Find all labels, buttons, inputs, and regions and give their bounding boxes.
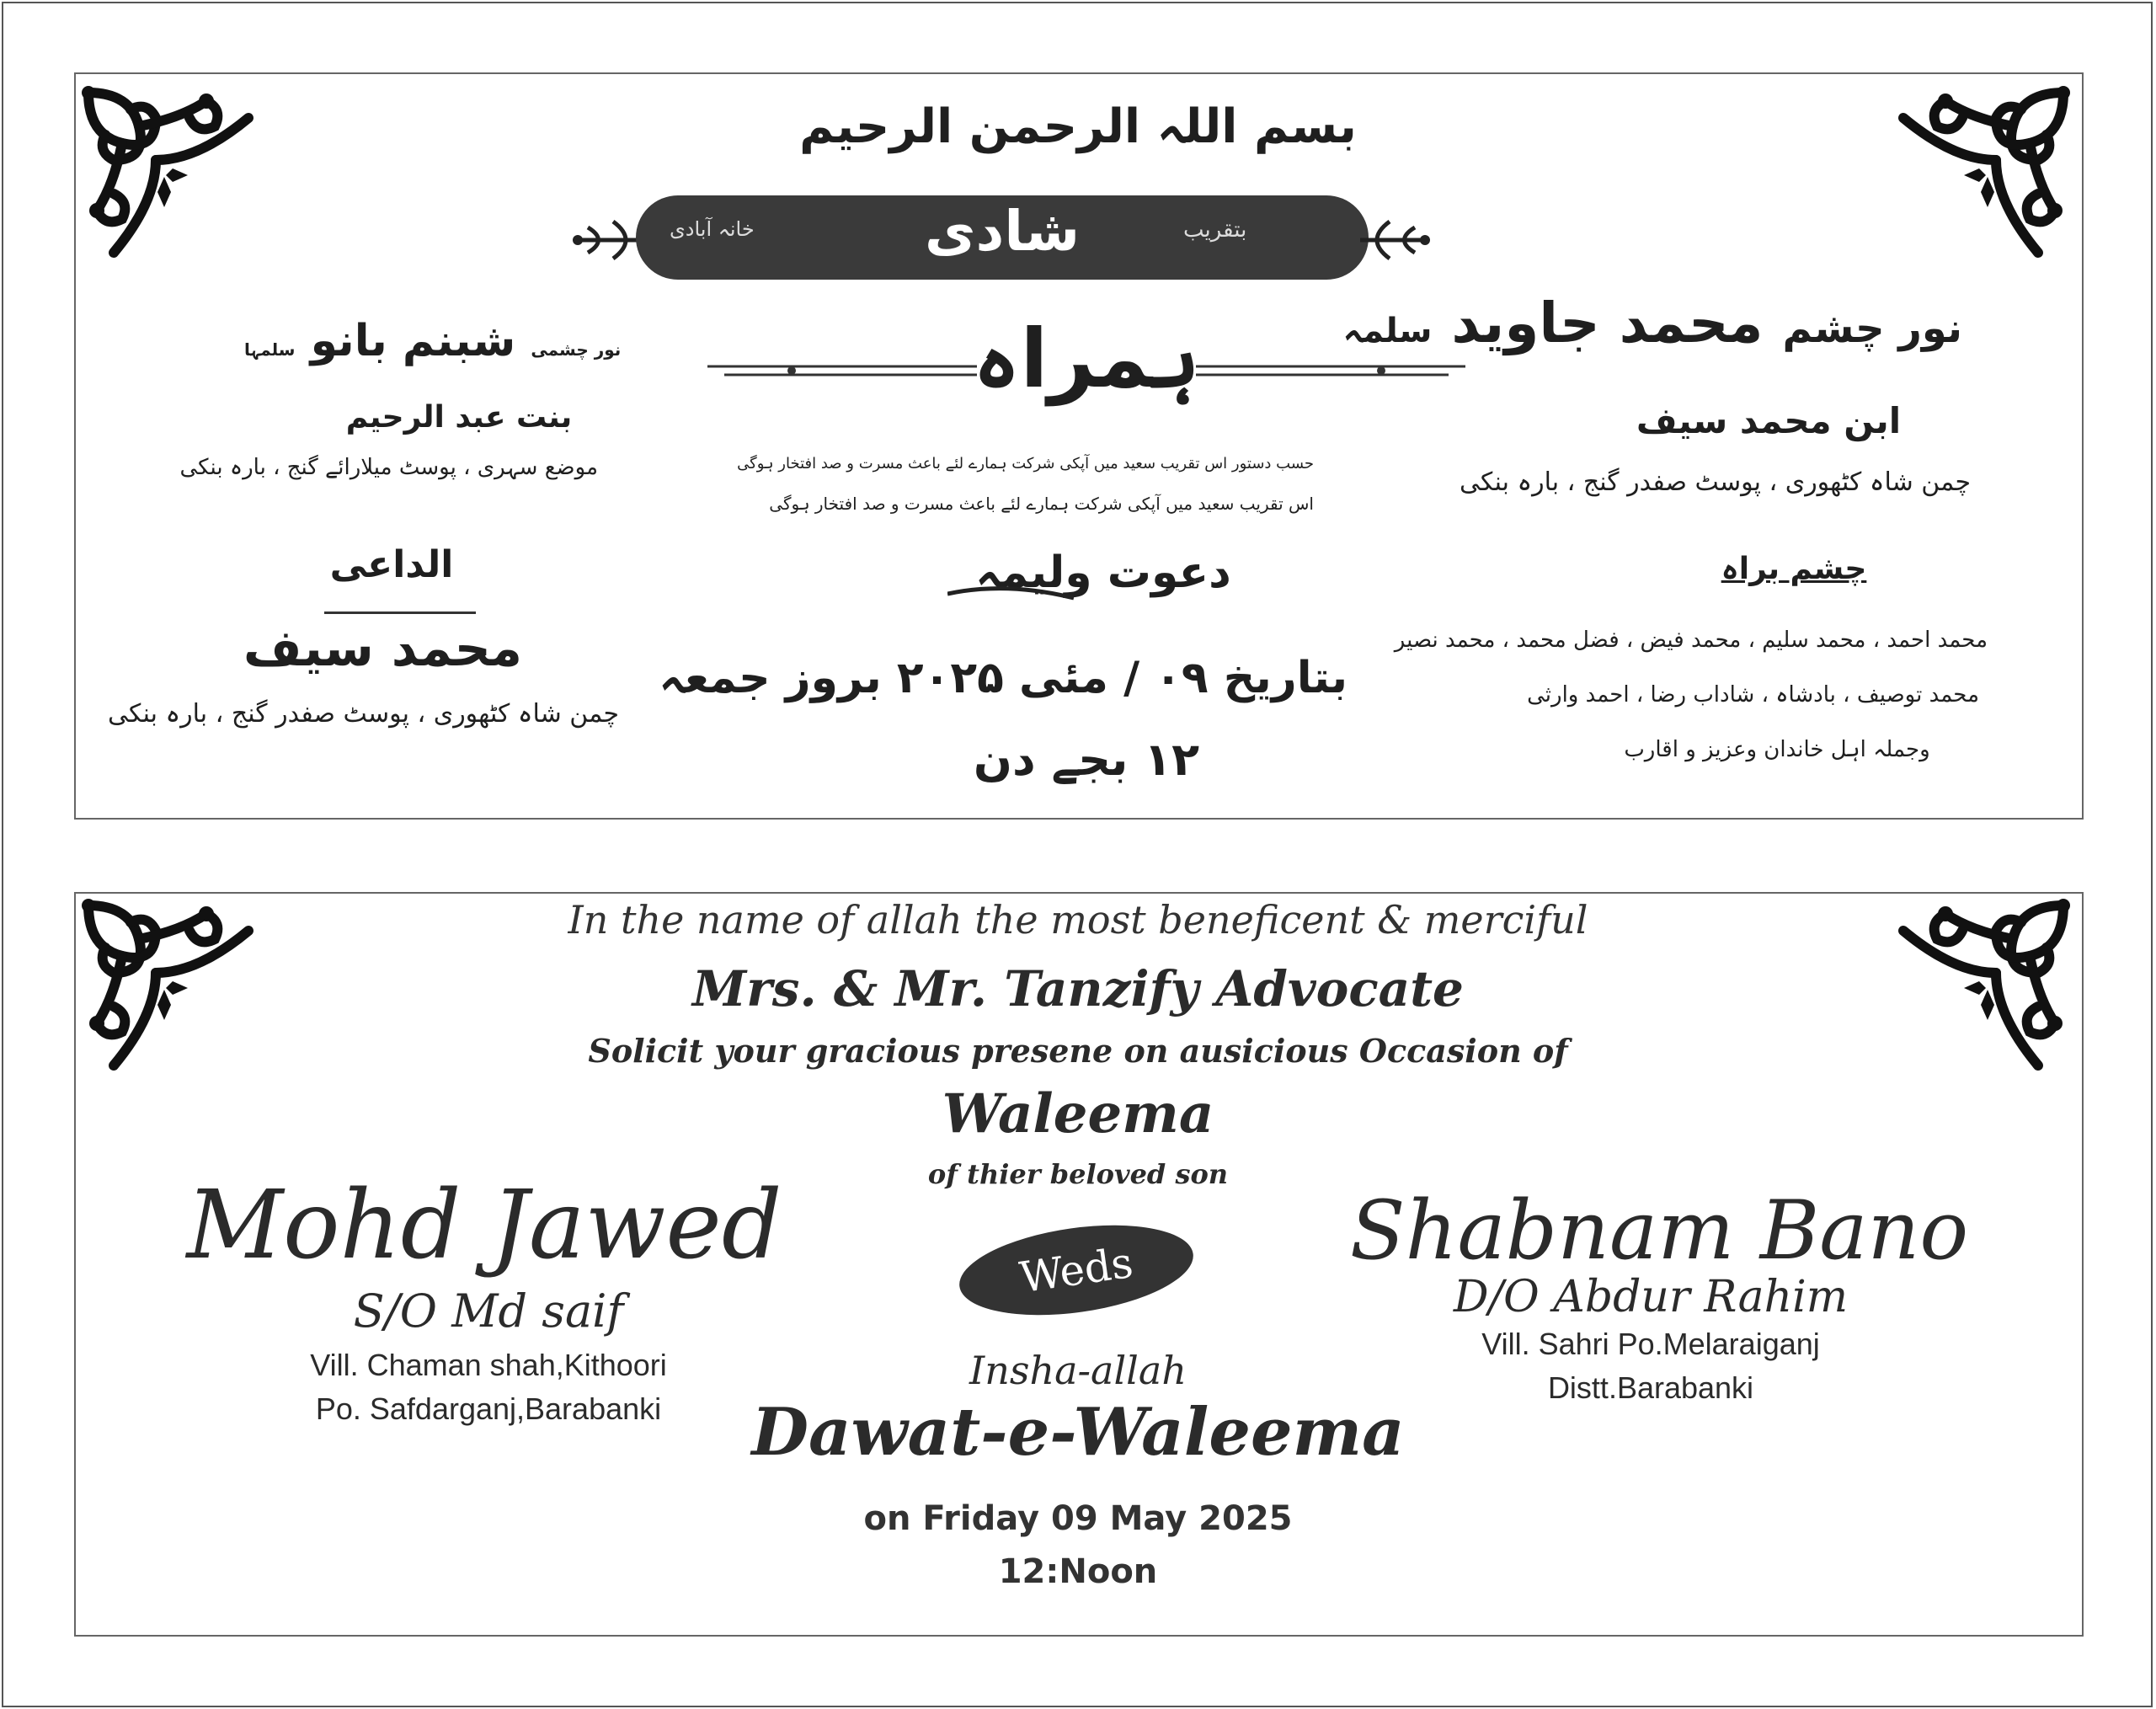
english-occasion: Waleema [942,1082,1214,1146]
host-urdu-address: چمن شاہ کٹھوری ، پوسٹ صفدر گنج ، بارہ بنکی [108,699,619,729]
awaiting-line-1: محمد احمد ، محمد سلیم ، محمد فیض ، فضل محمد ، محمد نصیر [1394,628,1988,653]
walima-swash-icon [947,581,1074,606]
weds-label: Weds [1017,1237,1136,1303]
english-date: on Friday 09 May 2025 [863,1499,1293,1538]
urdu-date-line: بتاریخ ۰۹ / مئی ۲۰۲۵ بروز جمعہ [659,653,1348,703]
groom-english-address-2: Po. Safdarganj,Barabanki [315,1391,662,1426]
english-time: 12:Noon [998,1552,1158,1591]
groom-urdu-suffix: سلمہ [1342,312,1433,350]
host-urdu-title: الداعی [329,543,454,586]
bride-english-address-1: Vill. Sahri Po.Melaraiganj [1481,1327,1820,1361]
invite-line-2: اس تقریب سعید میں آپکی شرکت ہمارے لئے باعث مسرت و صد افتخار ہوگی [769,494,1314,514]
banner-prefix: بتقریب [1183,217,1247,243]
bride-urdu-name-line [244,316,621,366]
banner-title: شادی [924,199,1081,264]
english-of-son: of thier beloved son [927,1158,1229,1190]
groom-english-name: Mohd Jawed [186,1171,782,1280]
english-bismillah: In the name of allah the most beneficent & merciful [568,897,1588,943]
corner-ornament-top-left-icon [80,84,274,278]
host-urdu-name: محمد سیف [243,619,522,678]
corner-ornament-top-right-icon [1878,84,2072,278]
english-hosts: Mrs. & Mr. Tanzify Advocate [692,960,1464,1017]
groom-english-address-1: Vill. Chaman shah,Kithoori [310,1348,667,1382]
banner-ornament-right-icon [1356,206,1432,274]
english-dawat: Dawat-e-Waleema [751,1394,1405,1471]
bride-english-name: Shabnam Bano [1349,1183,1969,1278]
bride-urdu-suffix: سلمہا [244,339,296,360]
hamrah-calligraphy: ہمراہ [973,312,1200,406]
groom-english-parent: S/O Md saif [353,1284,624,1338]
shadi-banner [636,195,1369,280]
urdu-time-line: ۱۲ بجے دن [973,733,1200,786]
groom-urdu-name-line [1343,291,1963,355]
awaiting-line-3: وجملہ اہل خاندان وعزیز و اقارب [1624,737,1930,762]
groom-urdu-address: چمن شاہ کٹھوری ، پوسٹ صفدر گنج ، بارہ بنکی [1460,467,1971,497]
groom-urdu-prefix: نور چشم [1782,305,1962,352]
urdu-bismillah: بسم اللہ الرحمن الرحیم [799,99,1357,154]
corner-ornament-bottom-left-icon [80,897,274,1091]
groom-urdu-parent: ابن محمد سیف [1636,400,1902,441]
bride-urdu-name: شبنم بانو [310,316,516,366]
awaiting-urdu-title: چشم براہ [1721,552,1867,586]
awaiting-line-2: محمد توصیف ، بادشاہ ، شاداب رضا ، احمد وارثی [1527,682,1979,708]
invite-line-1: حسب دستور اس تقریب سعید میں آپکی شرکت ہمارے لئے باعث مسرت و صد افتخار ہوگی [737,455,1314,473]
bride-urdu-parent: بنت عبد الرحیم [345,400,573,435]
bride-urdu-address: موضع سہری ، پوسٹ میلارائے گنج ، بارہ بنکی [179,455,598,480]
groom-urdu-name: محمد جاوید [1451,291,1764,355]
dawat-walima-calligraphy: دعوت ولیمہ [975,547,1231,598]
english-insha: Insha-allah [969,1348,1187,1393]
host-title-underline [324,612,476,614]
banner-suffix: خانہ آبادی [670,217,755,241]
english-solicit: Solicit your gracious presene on ausicious Occasion of [588,1032,1568,1070]
corner-ornament-bottom-right-icon [1878,897,2072,1091]
bride-english-parent: D/O Abdur Rahim [1453,1272,1849,1322]
bride-english-address-2: Distt.Barabanki [1547,1370,1754,1405]
bride-urdu-prefix: نور چشمی [531,339,622,360]
